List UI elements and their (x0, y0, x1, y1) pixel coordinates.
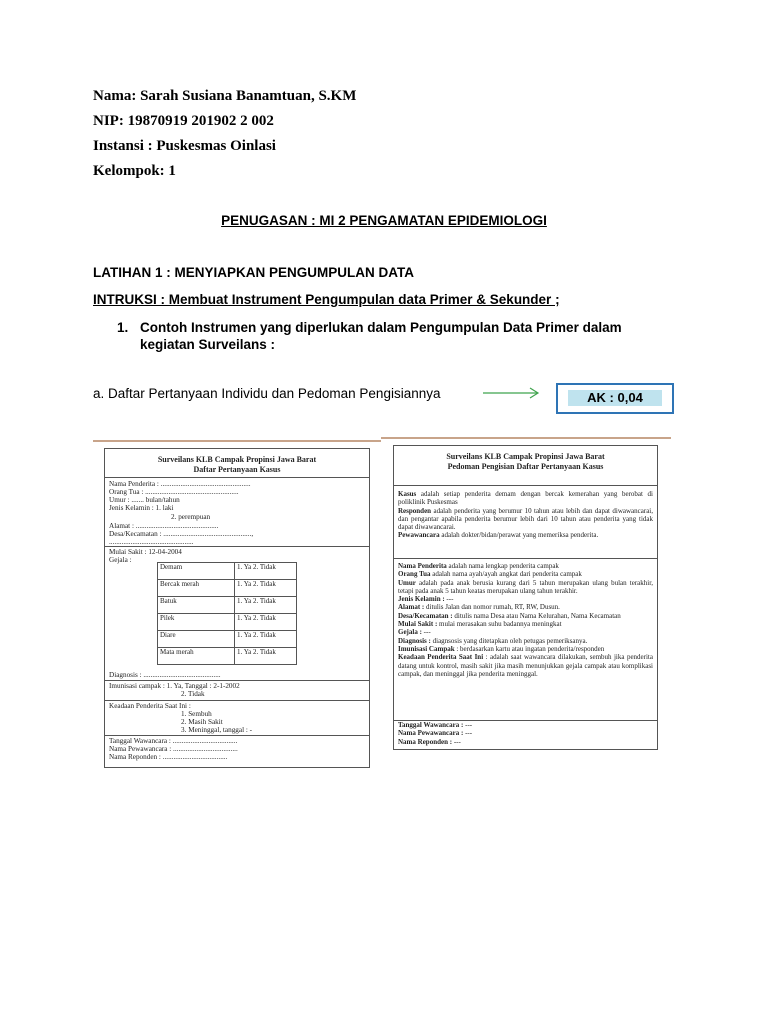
gejala-name: Pilek (158, 614, 235, 631)
form-right-title2: Pedoman Pengisian Daftar Pertanyaan Kasus (447, 462, 604, 471)
pedoman-entry (398, 579, 653, 596)
form-line (105, 477, 369, 478)
form-line (394, 485, 657, 486)
gejala-option: 1. Ya 2. Tidak (235, 614, 297, 631)
sub-item-a: a. Daftar Pertanyaan Individu dan Pedoman Pengisiannya (93, 386, 441, 401)
gejala-name: Mata merah (158, 648, 235, 665)
field-tgl-wawancara: Tanggal Wawancara : .................................... (109, 737, 238, 745)
pedoman-section-2 (398, 562, 653, 678)
entry-term: Alamat : (398, 603, 425, 612)
nip-line: NIP: 19870919 201902 2 002 (93, 113, 274, 129)
pedoman-entry (398, 507, 653, 532)
entry-term: Desa/Kecamatan : (398, 611, 453, 620)
entry-desc: : adalah saat wawancara dilakukan, sembuh jika penderita datang untuk kontrol, masih sakit jika masih menunjukkan gejala campak atau komplikasi campak, dan meninggal jika penderita meninggal. (398, 653, 653, 678)
gejala-option: 1. Ya 2. Tidak (235, 631, 297, 648)
field-keadaan: Keadaan Penderita Saat Ini : (109, 702, 191, 710)
field-orang-tua: Orang Tua : .................................................... (109, 488, 239, 496)
entry-desc: adalah pada anak berusia kurang dari 5 tahun merupakan ulang bulan terakhir, tetapi pada anak 5 tahun keatas merupakan ulang tahun terakhir. (398, 578, 653, 595)
ak-badge (556, 383, 674, 414)
pedoman-entry (398, 612, 653, 620)
form-daftar-pertanyaan (104, 448, 370, 768)
gejala-option: 1. Ya 2. Tidak (235, 648, 297, 665)
entry-term: Nama Penderita (398, 562, 447, 570)
form-line (105, 680, 369, 681)
divider-right (381, 437, 671, 439)
kelompok-line: Kelompok: 1 (93, 163, 176, 179)
entry-term: Diagnosis : (398, 636, 431, 645)
pedoman-entry (398, 570, 653, 578)
arrow-right-icon (483, 386, 543, 400)
field-meninggal: 3. Meninggal, tanggal : - (181, 726, 253, 734)
pedoman-entry (398, 531, 653, 539)
entry-desc: diagnsosis yang ditetapkan oleh petugas pemeriksanya. (430, 636, 588, 645)
entry-term: Orang Tua (398, 570, 431, 579)
gejala-row (158, 648, 297, 665)
gejala-name: Bercak merah (158, 580, 235, 597)
entry-desc: --- (463, 729, 473, 738)
field-dots: ............................................... (109, 538, 194, 546)
pedoman-entry (398, 620, 653, 628)
form-pedoman-pengisian (393, 445, 658, 750)
entry-desc: adalah penderita yang berumur 10 tahun atau lebih dan dapat diwawancarai, dan pengantar apabila penderita berumur lebih dari 10 tahun atau penderita yang tidak dapat diwawancarai. (398, 506, 653, 532)
field-perempuan: 2. perempuan (171, 513, 211, 521)
field-masih-sakit: 2. Masih Sakit (181, 718, 223, 726)
form-line (105, 546, 369, 547)
entry-desc: adalah dokter/bidan/perawat yang memeriksa penderita. (439, 531, 599, 540)
gejala-row (158, 597, 297, 614)
entry-term: Jenis Kelamin : (398, 595, 445, 604)
pedoman-entry (398, 628, 653, 636)
field-alamat: Alamat : .............................................. (109, 522, 219, 530)
pedoman-entry (398, 653, 653, 678)
field-mulai-sakit: Mulai Sakit : 12-04-2004 (109, 548, 182, 556)
entry-desc: adalah nama ayah/ayah angkat dari penderita campak (430, 570, 582, 579)
gejala-option: 1. Ya 2. Tidak (235, 563, 297, 580)
intruksi-heading: INTRUKSI : Membuat Instrument Pengumpulan data Primer & Sekunder ; (93, 292, 560, 307)
field-nama-penderita: Nama Penderita : .................................................. (109, 480, 251, 488)
entry-term: Gejala : (398, 628, 422, 637)
entry-desc: ditulis nama Desa atau Nama Kelurahan, Nama Kecamatan (452, 611, 621, 620)
field-sembuh: 1. Sembuh (181, 710, 212, 718)
entry-desc: adalah nama lengkap penderita campak (446, 562, 559, 570)
entry-term: Keadaan Penderita Saat Ini (398, 653, 484, 662)
field-pewawancara: Nama Pewawancara : .................................... (109, 745, 238, 753)
pedoman-entry (398, 721, 653, 729)
pedoman-entry (398, 562, 653, 570)
gejala-name: Diare (158, 631, 235, 648)
gejala-name: Batuk (158, 597, 235, 614)
field-desa: Desa/Kecamatan : ................................................., (109, 530, 254, 538)
gejala-row (158, 580, 297, 597)
pedoman-entry (398, 637, 653, 645)
gejala-option: 1. Ya 2. Tidak (235, 597, 297, 614)
entry-desc: --- (463, 721, 473, 729)
pedoman-entry (398, 595, 653, 603)
field-imunisasi: Imunisasi campak : 1. Ya, Tanggal : 2-1-2002 (109, 682, 240, 690)
entry-term: Umur (398, 578, 416, 587)
item-number: 1. (117, 320, 129, 335)
field-reponden: Nama Reponden : .................................... (109, 753, 228, 761)
field-diagnosis: Diagnosis : ........................................... (109, 671, 221, 679)
entry-desc: adalah setiap penderita demam dengan bercak kemerahan yang berobat di poliklinik Puskesmas (398, 490, 653, 507)
entry-desc: --- (444, 595, 454, 604)
entry-term: Nama Pewawancara : (398, 729, 464, 738)
form-line (394, 558, 657, 559)
pedoman-entry (398, 738, 653, 746)
field-umur: Umur : ....... bulan/tahun (109, 496, 180, 504)
entry-desc: mulai merasakan suhu badannya meningkat (437, 620, 562, 629)
field-imunisasi-tidak: 2. Tidak (181, 690, 205, 698)
pedoman-entry (398, 729, 653, 737)
pedoman-entry (398, 603, 653, 611)
instansi-line: Instansi : Puskesmas Oinlasi (93, 138, 276, 154)
entry-desc: --- (421, 628, 431, 637)
entry-term: Mulai Sakit : (398, 620, 438, 629)
entry-desc: ditulis Jalan dan nomor rumah, RT, RW, Dusun. (424, 603, 560, 612)
gejala-option: 1. Ya 2. Tidak (235, 580, 297, 597)
form-line (105, 700, 369, 701)
latihan-heading: LATIHAN 1 : MENYIAPKAN PENGUMPULAN DATA (93, 265, 414, 280)
nama-line: Nama: Sarah Susiana Banamtuan, S.KM (93, 88, 357, 104)
document-title: PENUGASAN : MI 2 PENGAMATAN EPIDEMIOLOGI (221, 213, 547, 228)
entry-desc: --- (452, 737, 461, 746)
gejala-name: Demam (158, 563, 235, 580)
form-left-title2: Daftar Pertanyaan Kasus (193, 465, 281, 474)
form-line (105, 735, 369, 736)
entry-term: Kasus (398, 490, 417, 498)
entry-term: Responden (398, 506, 432, 515)
entry-term: Imunisasi Campak (398, 644, 455, 653)
divider-left (93, 440, 381, 442)
gejala-row (158, 614, 297, 631)
entry-term: Nama Reponden : (398, 737, 453, 746)
pedoman-entry (398, 645, 653, 653)
entry-desc: : berdasarkan kartu atau ingatan penderita/responden (454, 644, 605, 653)
pedoman-entry (398, 490, 653, 507)
gejala-row (158, 563, 297, 580)
pedoman-section-1 (398, 490, 653, 540)
field-jenis-kelamin: Jenis Kelamin : 1. laki (109, 504, 174, 512)
entry-term: Tanggal Wawancara : (398, 721, 464, 729)
pedoman-section-3 (398, 721, 653, 746)
entry-term: Pewawancara (398, 531, 440, 540)
gejala-row (158, 631, 297, 648)
gejala-table (157, 562, 297, 665)
field-gejala: Gejala : (109, 556, 132, 564)
form-left-title1: Surveilans KLB Campak Propinsi Jawa Barat (157, 455, 317, 464)
item-text: Contoh Instrumen yang diperlukan dalam Pengumpulan Data Primer dalam kegiatan Surveilans : (140, 320, 622, 352)
form-right-title1: Surveilans KLB Campak Propinsi Jawa Barat (446, 452, 605, 461)
ak-label: AK : 0,04 (568, 390, 662, 406)
